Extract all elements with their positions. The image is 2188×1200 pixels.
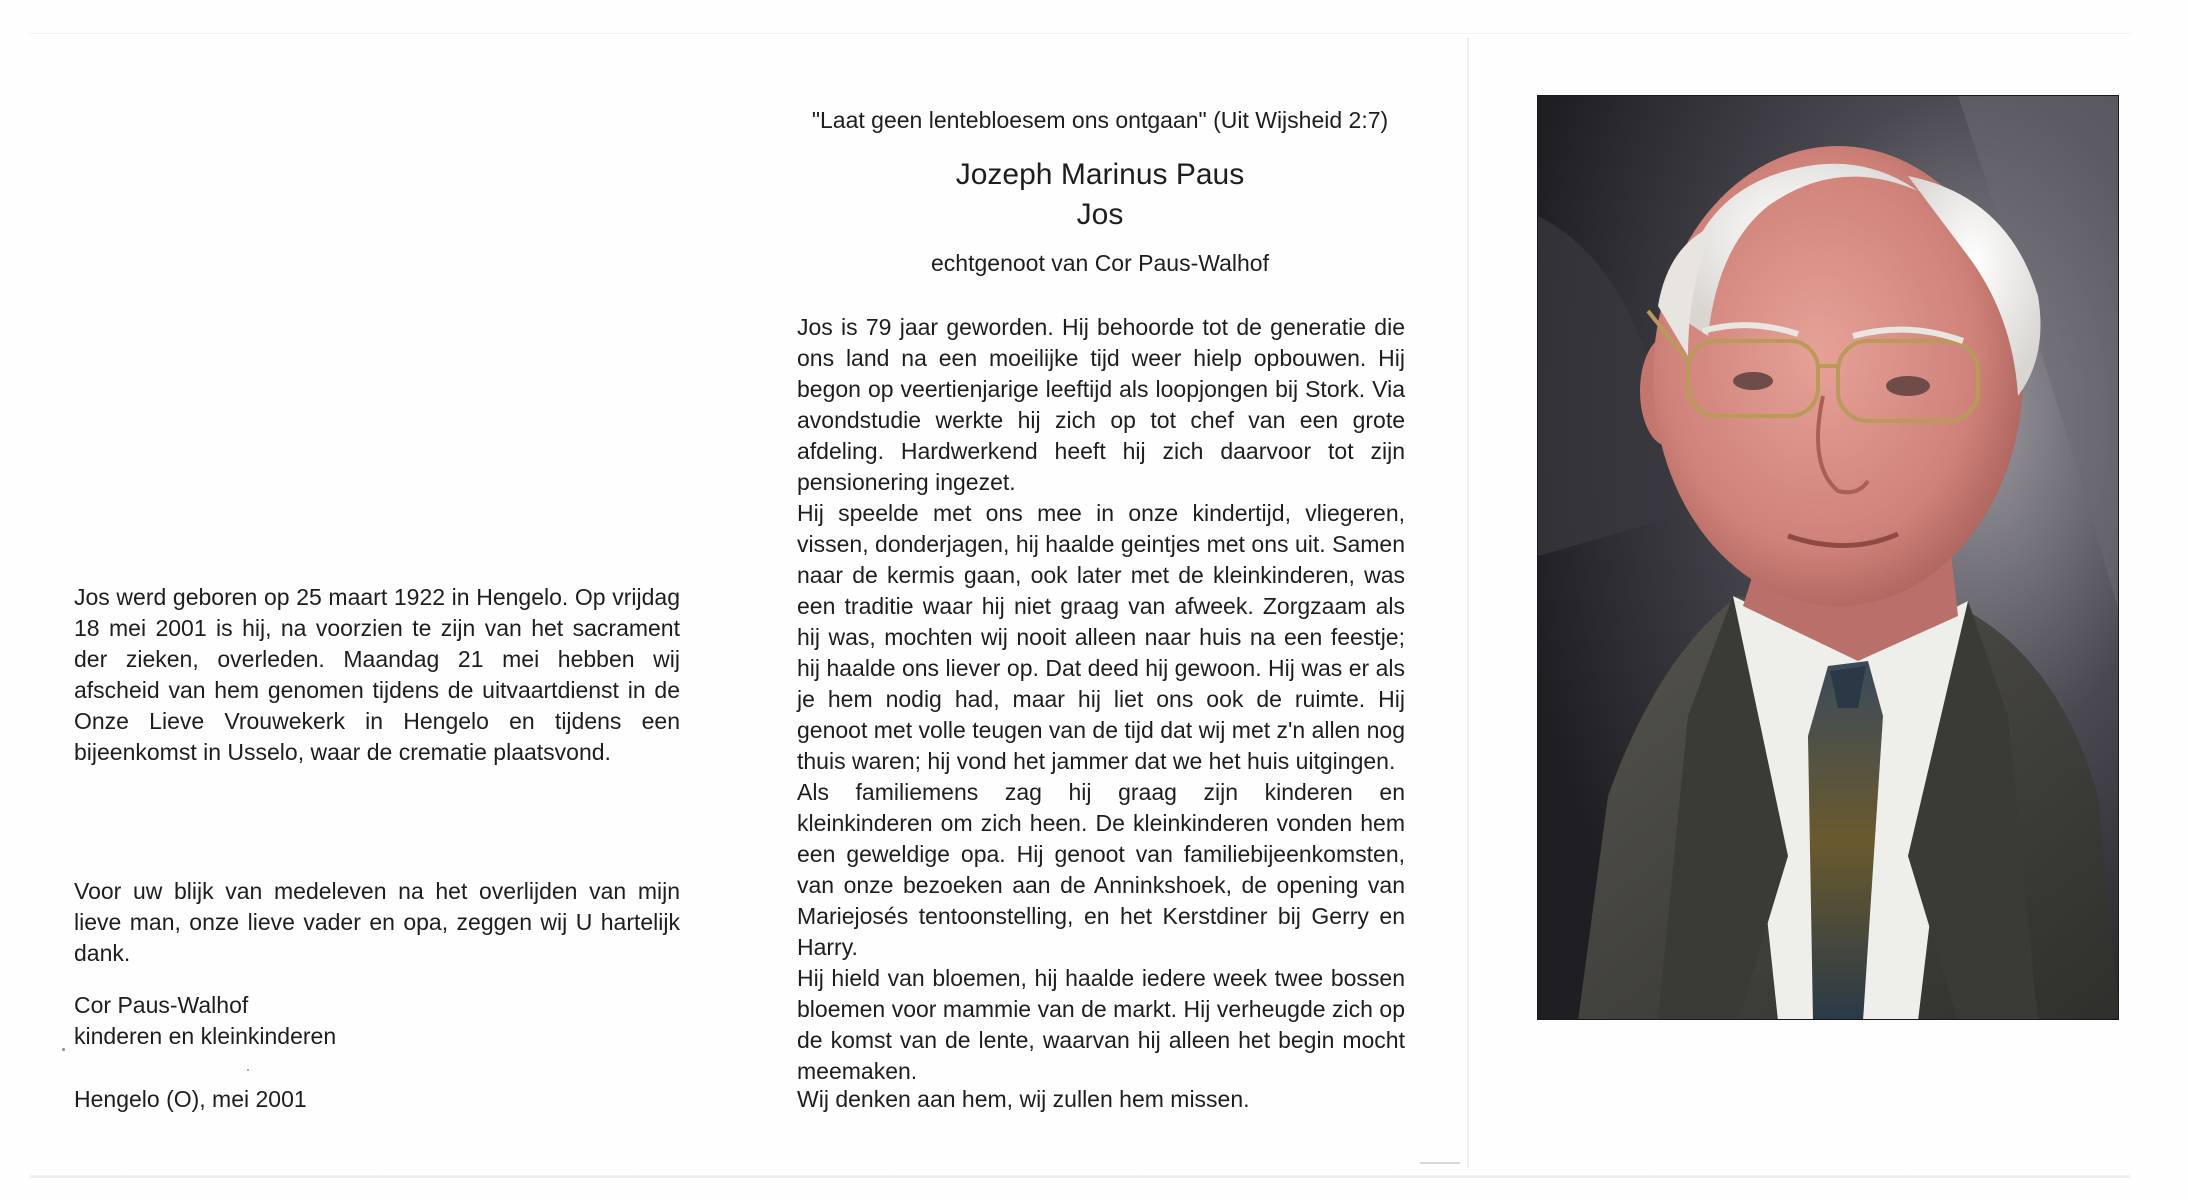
biography: [797, 312, 1405, 1087]
portrait-illustration: [1538, 96, 2119, 1020]
thanks-paragraph: Voor uw blijk van medeleven na het overlijden van mijn lieve man, onze lieve vader en opa, zeggen wij U hartelijk dank.: [74, 878, 680, 966]
left-column: [74, 582, 680, 1112]
deceased-nickname: Jos: [1076, 198, 1124, 231]
card-bottom-edge: [30, 1175, 2130, 1178]
paper-speck: [62, 1048, 65, 1051]
biography-paragraph: Hij speelde met ons mee in onze kindertijd, vliegeren, vissen, donderjagen, hij haalde geintjes met ons uit. Samen naar de kermis gaan, ook later met de kleinkinderen, was een traditie waar hij niet graag van afweek. Zorgzaam als hij was, mochten wij nooit alleen naar huis na een feestje; hij haalde ons liever op. Dat deed hij gewoon. Hij was er als je hem nodig had, maar hij liet ons ook de ruimte. Hij genoot met volle teugen van de tijd dat wij met z'n allen nog thuis waren; hij vond het jammer dat we het huis uitgingen.: [797, 500, 1405, 774]
scripture-quote: "Laat geen lentebloesem ons ontgaan" (Uit Wijsheid 2:7): [811, 107, 1389, 133]
spouse-line: echtgenoot van Cor Paus-Walhof: [931, 250, 1269, 276]
birth-paragraph: Jos werd geboren op 25 maart 1922 in Hengelo. Op vrijdag 18 mei 2001 is hij, na voorzien te zijn van het sacrament der zieken, overleden. Maandag 21 mei hebben wij afscheid van hem genomen tijdens de uitvaartdienst in de Onze Lieve Vrouwekerk in Hengelo en tijdens een bijeenkomst in Usselo, waar de crematie plaatsvond.: [74, 584, 680, 765]
card-fold-line: [1467, 38, 1469, 1168]
paper-speck: [247, 1069, 249, 1071]
fold-mark: [1420, 1162, 1460, 1164]
signature-family: kinderen en kleinkinderen: [74, 1023, 337, 1049]
biography-paragraph: Als familiemens zag hij graag zijn kinderen en kleinkinderen om zich heen. De kleinkinderen vonden hem een geweldige opa. Hij genoot van familiebijeenkomsten, van onze bezoeken aan de Anninkshoek, de opening van Mariejosés tentoonstelling, en het Kerstdiner bij Gerry en Harry.: [797, 779, 1405, 960]
card-top-edge: [30, 33, 2130, 34]
deceased-full-name: Jozeph Marinus Paus: [955, 158, 1245, 191]
place-date: Hengelo (O), mei 2001: [74, 1086, 307, 1112]
closing-line: Wij denken aan hem, wij zullen hem missen.: [797, 1086, 1250, 1112]
biography-paragraph: Jos is 79 jaar geworden. Hij behoorde tot de generatie die ons land na een moeilijke tijd weer hielp opbouwen. Hij begon op veertienjarige leeftijd als loopjongen bij Stork. Via avondstudie werkte hij zich op tot chef van een grote afdeling. Hardwerkend heeft hij zich daarvoor tot zijn pensionering ingezet.: [797, 314, 1405, 495]
portrait-photo: [1537, 95, 2119, 1020]
biography-paragraph: Hij hield van bloemen, hij haalde iedere week twee bossen bloemen voor mammie van de markt. Hij verheugde zich op de komst van de lente, waarvan hij alleen het begin mocht meemaken.: [797, 965, 1405, 1084]
signature-name: Cor Paus-Walhof: [74, 992, 249, 1018]
